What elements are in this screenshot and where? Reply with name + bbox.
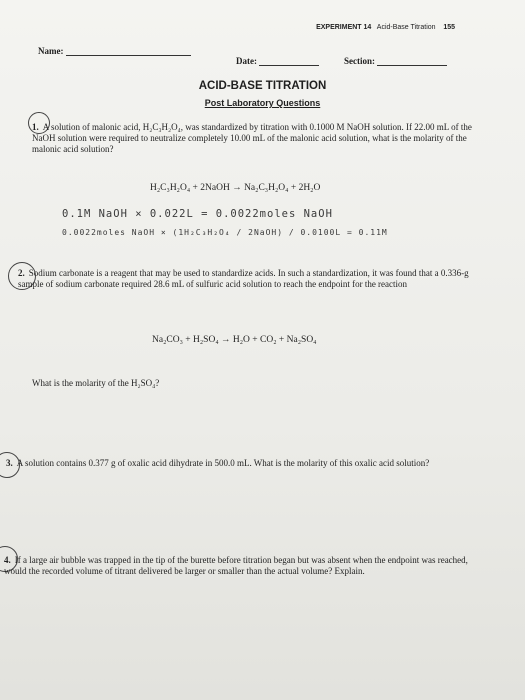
handwritten-answer-line-1: 0.1M NaOH × 0.022L = 0.0022moles NaOH bbox=[62, 208, 333, 220]
question-2-prompt: What is the molarity of the H₂SO₄? bbox=[32, 378, 160, 388]
date-blank bbox=[259, 65, 319, 66]
page-number: 155 bbox=[443, 24, 455, 31]
question-1 bbox=[32, 122, 472, 155]
date-label: Date: bbox=[236, 56, 257, 66]
question-3-text: A solution contains 0.377 g of oxalic acid dihydrate in 500.0 mL. What is the molarity of this oxalic acid solution? bbox=[16, 458, 430, 468]
question-3 bbox=[6, 458, 481, 469]
question-2-text: Sodium carbonate is a reagent that may be used to standardize acids. In such a standardization, it was found that a 0.336-g sample of sodium carbonate required 28.6 mL of sulfuric acid solution to reach the endpoint for the reaction bbox=[18, 268, 469, 289]
question-2 bbox=[18, 268, 478, 290]
question-2-number: 2. bbox=[18, 268, 25, 278]
section-field bbox=[344, 56, 447, 66]
section-blank bbox=[377, 65, 447, 66]
question-1-equation: H₂C₃H₂O₄ + 2NaOH → Na₂C₃H₂O₄ + 2H₂O bbox=[150, 183, 321, 193]
question-4-number: 4. bbox=[4, 555, 11, 565]
page-subtitle: Post Laboratory Questions bbox=[204, 98, 321, 108]
question-4-text: If a large air bubble was trapped in the tip of the burette before titration began but was absent when the endpoint was reached, would the recorded volume of titrant delivered be larger or smaller than the actual volume? Explain. bbox=[4, 555, 468, 576]
section-label: Section: bbox=[344, 56, 375, 66]
name-blank bbox=[66, 55, 191, 56]
question-2-equation: Na₂CO₃ + H₂SO₄ → H₂O + CO₂ + Na₂SO₄ bbox=[152, 335, 317, 345]
page-title: ACID-BASE TITRATION bbox=[198, 80, 327, 92]
date-field bbox=[236, 56, 319, 66]
page-header bbox=[316, 24, 455, 31]
question-4 bbox=[4, 555, 484, 577]
name-field bbox=[38, 46, 191, 56]
experiment-label: EXPERIMENT 14 bbox=[316, 24, 372, 31]
question-1-text: A solution of malonic acid, H₂C₃H₂O₄, was standardized by titration with 0.1000 M NaOH solution. If 22.00 mL of the NaOH solution were required to neutralize completely 10.00 mL of the malonic acid solution, what is the molarity of the malonic acid solution? bbox=[32, 122, 472, 154]
handwritten-answer-line-2: 0.0022moles NaOH × (1H₂C₃H₂O₄ / 2NaOH) / 0.0100L = 0.11M bbox=[62, 228, 388, 237]
name-label: Name: bbox=[38, 46, 64, 56]
question-3-number: 3. bbox=[6, 458, 13, 468]
question-1-number: 1. bbox=[32, 122, 39, 132]
topic-label: Acid-Base Titration bbox=[376, 24, 436, 31]
